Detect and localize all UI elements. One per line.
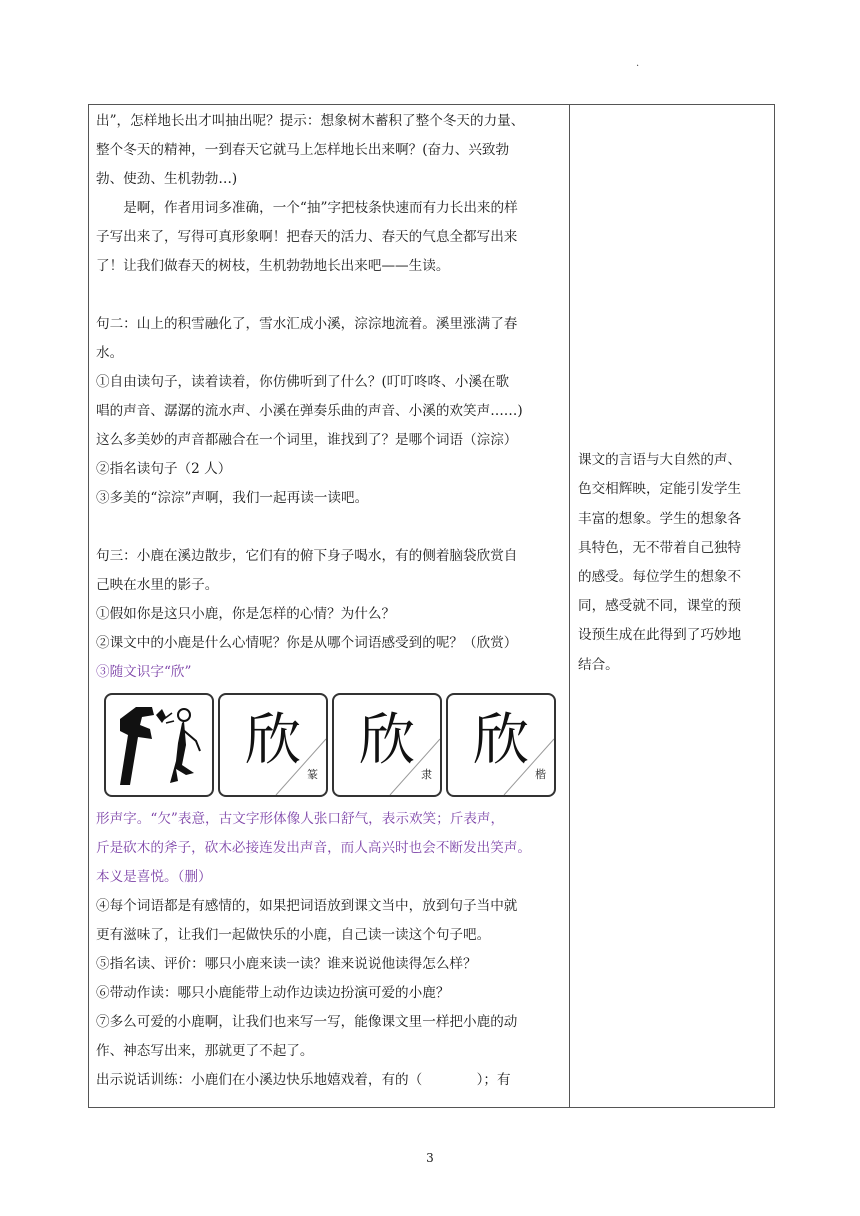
para2-line: 子写出来了，写得可真形象啊！把春天的活力、春天的气息全都写出来 xyxy=(96,229,518,245)
commentary-line: 丰富的想象。学生的想象各 xyxy=(578,510,742,527)
para2-line: 是啊，作者用词多准确，一个“抽”字把枝条快速而有力长出来的样 xyxy=(123,200,518,216)
para2-line: 了！让我们做春天的树枝，生机勃勃地长出来吧——生读。 xyxy=(96,258,450,274)
sentence3-step: ⑤指名读、评价：哪只小鹿来读一读？谁来说说他读得怎么样？ xyxy=(96,956,477,972)
sentence2-item: ②指名读句子（2 人） xyxy=(96,461,232,477)
sentence3-item: ①假如你是这只小鹿，你是怎样的心情？为什么？ xyxy=(96,606,396,622)
intro-line: 出”，怎样地长出才叫抽出呢？提示：想象树木蓄积了整个冬天的力量、 xyxy=(96,113,525,129)
clerical-script-char: 欣 xyxy=(359,708,415,773)
sentence3-line: 句三：小鹿在溪边散步，它们有的俯下身子喝水，有的侧着脑袋欣赏自 xyxy=(96,548,518,564)
regular-script-char: 欣 xyxy=(473,708,529,773)
speaking-practice-line: 出示说话训练：小鹿们在小溪边快乐地嬉戏着，有的（ ）；有 xyxy=(96,1072,511,1088)
sentence3-step: ⑦多么可爱的小鹿啊，让我们也来写一写，能像课文里一样把小鹿的动 xyxy=(96,1014,518,1030)
sentence2-item: ③多美的“淙淙”声啊，我们一起再读一读吧。 xyxy=(96,490,369,506)
sentence2-item: 唱的声音、潺潺的流水声、小溪在弹奏乐曲的声音、小溪的欢笑声……) xyxy=(96,403,523,419)
clerical-script-glyph xyxy=(332,693,442,797)
page-number: 3 xyxy=(426,1151,434,1165)
commentary-column xyxy=(570,105,775,1108)
explanation-line: 斤是砍木的斧子，砍木必接连发出声音，而人高兴时也会不断发出笑声。 xyxy=(96,840,531,856)
character-evolution-images xyxy=(104,693,563,797)
commentary-line: 同，感受就不同，课堂的预 xyxy=(578,598,742,615)
explanation-line: 形声字。“欠”表意，古文字形体像人张口舒气，表示欢笑；斤表声， xyxy=(96,811,505,827)
sentence3-step: ⑥带动作读：哪只小鹿能带上动作边读边扮演可爱的小鹿？ xyxy=(96,985,450,1001)
sentence2-line: 句二：山上的积雪融化了，雪水汇成小溪，淙淙地流着。溪里涨满了春 xyxy=(96,316,518,332)
commentary-line: 的感受。每位学生的想象不 xyxy=(578,569,742,585)
sentence3-line: 己映在水里的影子。 xyxy=(96,577,219,593)
header-dot: . xyxy=(636,58,640,69)
sentence2-line: 水。 xyxy=(96,345,124,361)
sentence3-item: ②课文中的小鹿是什么心情呢？你是从哪个词语感受到的呢？（欣赏） xyxy=(96,635,518,651)
intro-line: 勃、使劲、生机勃勃…) xyxy=(96,171,238,187)
commentary-line: 结合。 xyxy=(578,656,619,673)
commentary-line: 课文的言语与大自然的声、 xyxy=(578,452,742,469)
sentence2-item: 这么多美妙的声音都融合在一个词里，谁找到了？是哪个词语（淙淙） xyxy=(96,432,518,448)
seal-script-char: 欣 xyxy=(245,708,301,773)
clerical-script-label: 隶 xyxy=(421,768,432,781)
oracle-pictograph-image xyxy=(104,693,214,797)
sentence3-step: 更有滋味了，让我们一起做快乐的小鹿，自己读一读这个句子吧。 xyxy=(96,927,491,943)
commentary-line: 色交相辉映，定能引发学生 xyxy=(578,481,742,498)
regular-script-label: 楷 xyxy=(535,768,546,781)
commentary-line: 具特色，无不带着自己独特 xyxy=(578,539,742,556)
intro-line: 整个冬天的精神，一到春天它就马上怎样地长出来啊？(奋力、兴致勃 xyxy=(96,142,510,158)
character-study-heading: ③随文识字“欣” xyxy=(96,664,192,680)
explanation-line: 本义是喜悦。（删） xyxy=(96,869,212,885)
lesson-table xyxy=(88,104,775,1108)
regular-script-glyph xyxy=(446,693,556,797)
sentence2-item: ①自由读句子，读着读着，你仿佛听到了什么？(叮叮咚咚、小溪在歌 xyxy=(96,374,510,390)
sentence3-step: ④每个词语都是有感情的，如果把词语放到课文当中，放到句子当中就 xyxy=(96,898,518,914)
seal-script-label: 篆 xyxy=(307,768,318,781)
seal-script-glyph xyxy=(218,693,328,797)
commentary-line: 设预生成在此得到了巧妙地 xyxy=(578,627,742,644)
sentence3-step: 作、神态写出来，那就更了不起了。 xyxy=(96,1043,314,1059)
main-column xyxy=(89,105,570,1108)
